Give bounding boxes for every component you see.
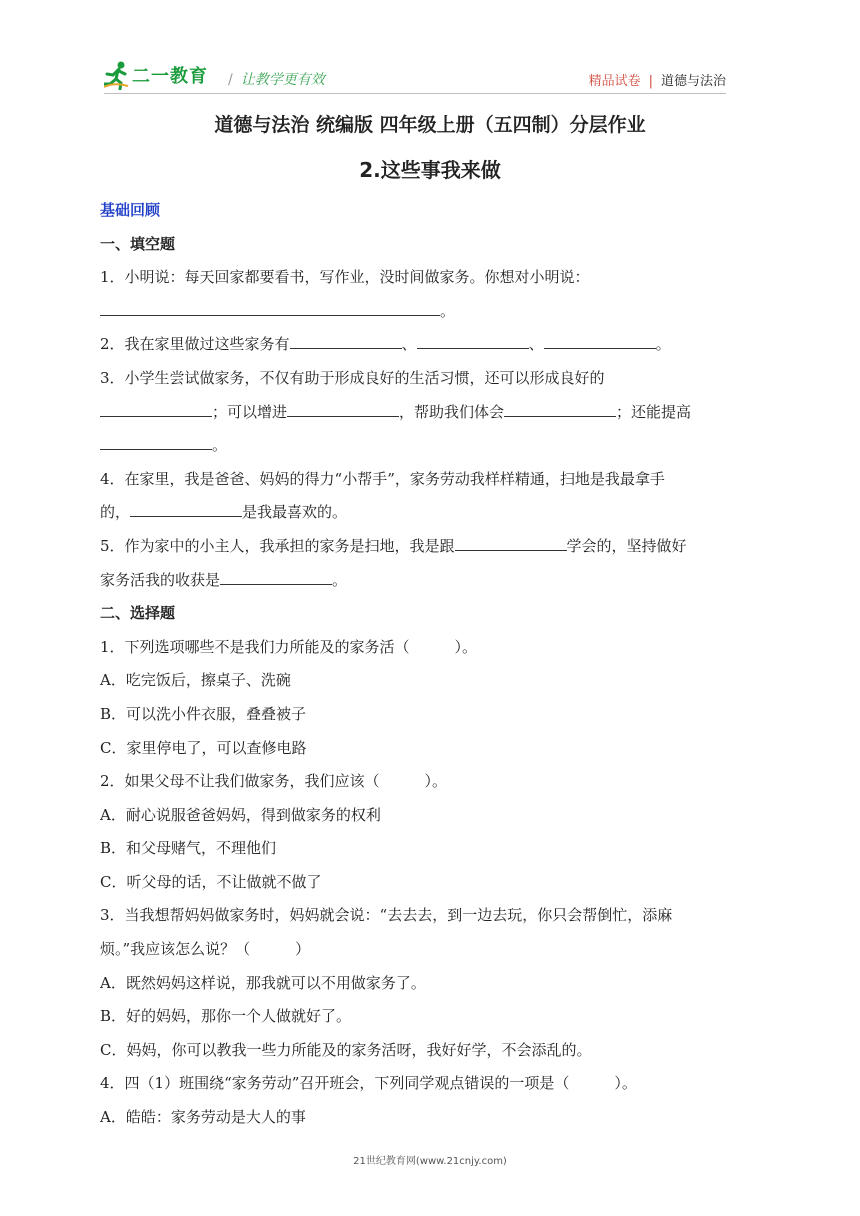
choice-q1-option-b[interactable]: B．可以洗小件衣服，叠叠被子 <box>100 704 307 723</box>
answer-blank[interactable] <box>100 300 440 316</box>
header-label: 精品试卷 <box>588 74 641 89</box>
page-title: 道德与法治 统编版 四年级上册（五四制）分层作业 <box>214 114 646 136</box>
fill-q5 <box>100 530 766 564</box>
answer-blank[interactable] <box>417 333 529 349</box>
slogan-text: 让教学更有效 <box>240 72 325 88</box>
fill-q3-end <box>100 429 766 463</box>
question-text: ；可以增进 <box>212 402 288 421</box>
question-text: 的， <box>100 503 131 522</box>
choice-q2-option-a[interactable]: A．耐心说服爸爸妈妈，得到做家务的权利 <box>100 805 381 824</box>
logo-text: 二一教育 <box>132 66 208 87</box>
question-text: 是我最喜欢的。 <box>242 503 348 522</box>
fill-heading: 一、填空题 <box>100 234 176 253</box>
answer-blank[interactable] <box>290 333 402 349</box>
answer-blank[interactable] <box>220 569 332 585</box>
choice-q3: 3．当我想帮妈妈做家务时，妈妈就会说：“去去去，到一边去玩，你只会帮倒忙，添麻 <box>100 906 673 925</box>
fill-q1: 1．小明说：每天回家都要看书，写作业，没时间做家务。你想对小明说： <box>100 268 590 287</box>
punctuation: 、 <box>528 335 544 354</box>
question-text: 学会的，坚持做好 <box>566 536 687 555</box>
question-text: ；还能提高 <box>616 402 692 421</box>
fill-q3: 3．小学生尝试做家务，不仅有助于形成良好的生活习惯，还可以形成良好的 <box>100 368 605 387</box>
punctuation: 。 <box>212 436 228 455</box>
slogan <box>228 69 325 89</box>
question-text: ，帮助我们体会 <box>399 402 505 421</box>
question-text: 家务活我的收获是 <box>100 570 221 589</box>
fill-q1-answer-line <box>100 295 766 329</box>
choice-q2: 2．如果父母不让我们做家务，我们应该（ ）。 <box>100 772 448 791</box>
punctuation: 。 <box>440 301 456 320</box>
choice-q1-option-c[interactable]: C．家里停电了，可以查修电路 <box>100 738 307 757</box>
choice-q1: 1．下列选项哪些不是我们力所能及的家务活（ ）。 <box>100 637 478 656</box>
page-footer: 21世纪教育网(www.21cnjy.com) <box>353 1156 507 1167</box>
fill-q4-cont <box>100 496 766 530</box>
section-basic-review: 基础回顾 <box>100 201 161 219</box>
header-subject: 道德与法治 <box>660 74 726 89</box>
page-header <box>104 58 726 98</box>
choice-q2-option-c[interactable]: C．听父母的话，不让做就不做了 <box>100 872 322 891</box>
choice-q4: 4．四（1）班围绕“家务劳动”召开班会，下列同学观点错误的一项是（ ）。 <box>100 1074 637 1093</box>
running-figure-icon <box>104 60 130 90</box>
header-divider <box>104 93 726 94</box>
choice-q3-cont: 烦。”我应该怎么说？（ ） <box>100 940 311 959</box>
fill-q5-cont <box>100 564 766 598</box>
choice-q3-option-a[interactable]: A．既然妈妈这样说，那我就可以不用做家务了。 <box>100 973 426 992</box>
choice-heading: 二、选择题 <box>100 604 176 623</box>
header-separator: | <box>648 74 653 89</box>
slogan-divider: / <box>228 72 233 88</box>
punctuation: 。 <box>332 570 348 589</box>
choice-q3-option-c[interactable]: C．妈妈，你可以教我一些力所能及的家务活呀，我好好学，不会添乱的。 <box>100 1040 592 1059</box>
question-text: 5．作为家中的小主人，我承担的家务是扫地，我是跟 <box>100 536 455 555</box>
answer-blank[interactable] <box>544 333 656 349</box>
choice-q2-option-b[interactable]: B．和父母赌气，不理他们 <box>100 839 277 858</box>
choice-q3-option-b[interactable]: B．好的妈妈，那你一个人做就好了。 <box>100 1007 352 1026</box>
answer-blank[interactable] <box>100 434 212 450</box>
choice-q1-option-a[interactable]: A．吃完饭后，擦桌子、洗碗 <box>100 671 291 690</box>
answer-blank[interactable] <box>130 501 242 517</box>
answer-blank[interactable] <box>287 401 399 417</box>
punctuation: 。 <box>655 335 671 354</box>
worksheet-content <box>100 194 766 1135</box>
punctuation: 、 <box>401 335 417 354</box>
fill-q2 <box>100 328 766 362</box>
fill-q4: 4．在家里，我是爸爸、妈妈的得力“小帮手”，家务劳动我样样精通，扫地是我最拿手 <box>100 469 665 488</box>
lesson-title: 2.这些事我来做 <box>359 158 501 182</box>
fill-q3-cont <box>100 396 766 430</box>
question-text: 2．我在家里做过这些家务有 <box>100 335 290 354</box>
brand-logo[interactable] <box>104 58 208 92</box>
answer-blank[interactable] <box>100 401 212 417</box>
choice-q4-option-a[interactable]: A．皓皓：家务劳动是大人的事 <box>100 1108 306 1127</box>
header-right <box>589 70 726 89</box>
answer-blank[interactable] <box>455 535 567 551</box>
answer-blank[interactable] <box>504 401 616 417</box>
